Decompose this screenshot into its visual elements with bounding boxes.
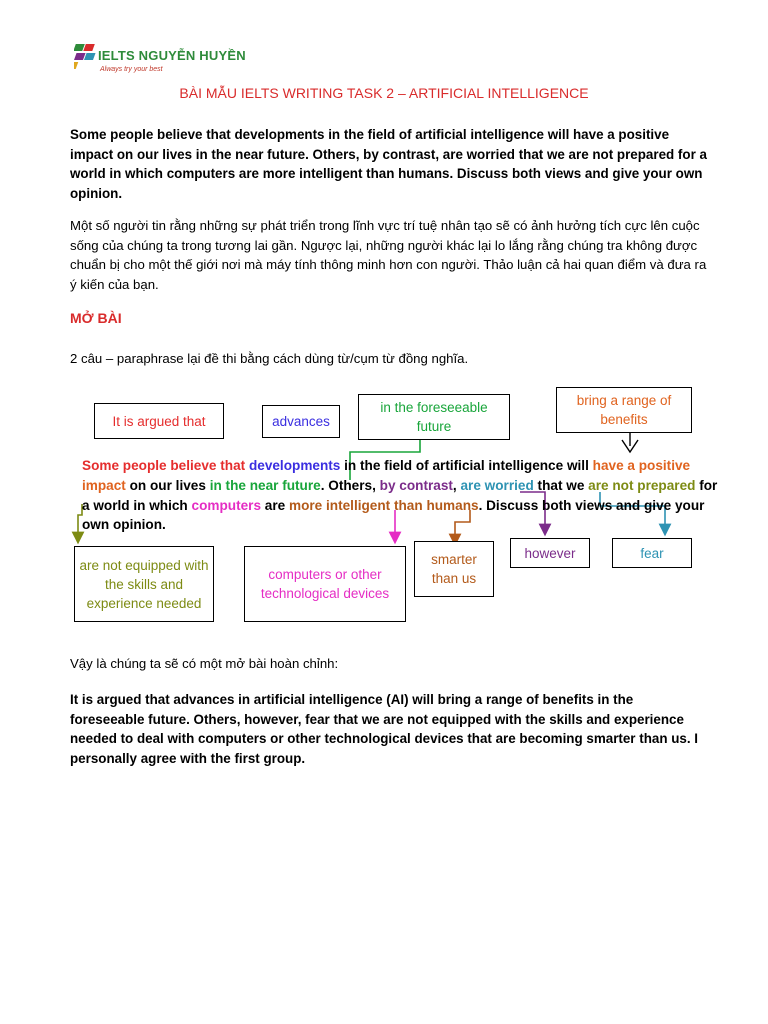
box-it-is-argued: It is argued that (94, 403, 224, 439)
box-range-of-benefits: bring a range of benefits (556, 387, 692, 433)
phrase-positive-impact: have a positive impact (82, 458, 691, 493)
phrase-more-intelligent: more intelligent than humans (288, 497, 479, 513)
phrase-near-future: in the near future (209, 477, 321, 493)
document-title: BÀI MẪU IELTS WRITING TASK 2 – ARTIFICIAL INTELLIGENCE (179, 85, 589, 101)
phrase-computers: computers (191, 497, 262, 513)
box-fear: fear (612, 538, 692, 568)
prompt-vietnamese: Một số người tin rằng những sự phát triển trong lĩnh vực trí tuệ nhân tạo sẽ có ảnh hưởng tích cực lên cuộc sống của chúng ta trong tương lai gần. Ngược lại, những người khác lại lo lắng rằng chúng tra không được chuẩn bị cho một thế giới nơi mà máy tính thông minh hơn con người. Thảo luận cả hai quan điểm và đưa ra ý kiến của bạn. (70, 218, 707, 292)
box-not-equipped: are not equipped with the skills and experience needed (74, 546, 214, 622)
intro-label: Vậy là chúng ta sẽ có một mở bài hoàn chỉnh: (70, 656, 339, 671)
paraphrase-note: 2 câu – paraphrase lại đề thi bằng cách dùng từ/cụm từ đồng nghĩa. (70, 351, 469, 366)
box-however: however (510, 538, 590, 568)
box-foreseeable-future: in the foreseeable future (358, 394, 510, 440)
annotated-prompt-sentence: Some people believe that developments in the field of artificial intelligence will have a positive impact on our lives in the near future. Others, by contrast, are worried that we are not prepared for a world in which computers are more intelligent than humans. Discuss both views and give your own opinion. (82, 458, 718, 533)
phrase-developments: developments (248, 458, 341, 473)
logo-tagline: Always try your best (100, 66, 163, 73)
box-computers-other: computers or other technological devices (244, 546, 406, 622)
phrase-some-people-believe: Some people believe that (82, 458, 246, 473)
phrase-by-contrast: by contrast (379, 477, 453, 493)
section-heading: MỞ BÀI (70, 310, 122, 326)
logo-name: IELTS NGUYỄN HUYỀN (98, 48, 246, 63)
phrase-are-worried: are worried (460, 477, 534, 493)
prompt-english: Some people believe that developments in the field of artificial intelligence will have a positive impact on our lives in the near future. Others, by contrast, are worried that we are not prepared for a world in which computers are more intelligent than humans. Discuss both views and give your own opinion. (70, 127, 707, 201)
box-advances: advances (262, 405, 340, 438)
sample-introduction: It is argued that advances in artificial intelligence (AI) will bring a range of benefits in the foreseeable future. Others, however, fear that we are not equipped with the skills and experience needed to deal with computers or other technological devices that are becoming smarter than us. I personally agree with the first group. (70, 692, 699, 766)
box-smarter-than-us: smarter than us (414, 541, 494, 597)
phrase-not-prepared: are not prepared (588, 477, 696, 493)
